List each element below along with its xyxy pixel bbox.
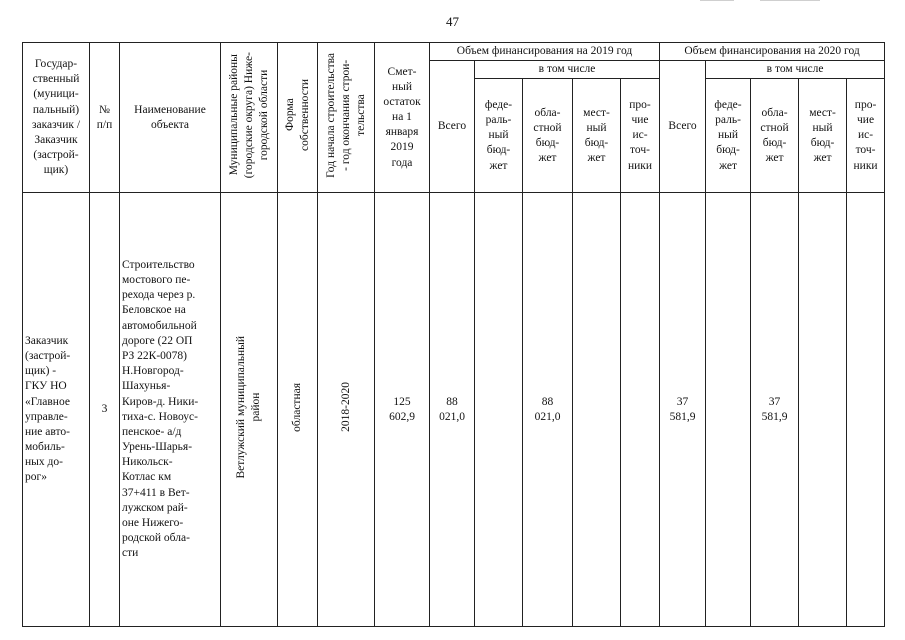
header-ownership-cell (278, 43, 318, 193)
header-other-2020: про- чие ис- точ- ники (847, 79, 885, 193)
row-other-2019 (621, 193, 660, 627)
header-regional-2019: обла- стной бюд- жет (523, 79, 573, 193)
row-object-name: Строительство мостового пе- рехода через р. Беловское на автомобильной дороге (22 ОП РЗ 22К-0078) Н.Новгород- Шахунья- Киров-д. Ники- тиха-с. Новоус- пенское- а/д Урень-Шарья- Никольск- Котлас км 37+411 в Вет- лужском рай- оне Нижего- родской обла- сти (120, 193, 221, 627)
row-district-cell (221, 193, 278, 627)
header-years: Год начала строительства - год окончания строи- тельства (324, 52, 367, 178)
header-districts-cell (221, 43, 278, 193)
header-ownership: Форма собственности (283, 79, 311, 152)
table-row (23, 193, 885, 627)
funding-table (22, 42, 885, 627)
row-regional-2019: 88 021,0 (523, 193, 573, 627)
row-years: 2018-2020 (339, 382, 352, 432)
row-federal-2020 (706, 193, 751, 627)
header-object-name: Наименование объекта (120, 43, 221, 193)
header-total-2019: Всего (430, 61, 475, 193)
header-federal-2020: феде- раль- ный бюд- жет (706, 79, 751, 193)
header-fin-2020: Объем финансирования на 2020 год (660, 43, 885, 61)
page-number: 47 (446, 14, 459, 29)
header-local-2020: мест- ный бюд- жет (799, 79, 847, 193)
row-number: 3 (90, 193, 120, 627)
row-district: Ветлужский муниципальный район (235, 335, 262, 479)
row-years-cell (318, 193, 375, 627)
row-customer: Заказчик (застрой- щик) - ГКУ НО «Главное управле- ние авто- мобиль- ных до- рог» (23, 193, 90, 627)
row-estimate: 125 602,9 (375, 193, 430, 627)
header-districts: Муниципальные районы (городские округа) Ниже- городской области (227, 51, 270, 179)
header-local-2019: мест- ный бюд- жет (573, 79, 621, 193)
scan-edge-mark (760, 0, 820, 1)
header-including-2019: в том числе (475, 61, 660, 79)
header-years-cell (318, 43, 375, 193)
row-other-2020 (847, 193, 885, 627)
row-ownership-cell (278, 193, 318, 627)
row-federal-2019 (475, 193, 523, 627)
row-regional-2020: 37 581,9 (751, 193, 799, 627)
row-total-2019: 88 021,0 (430, 193, 475, 627)
header-including-2020: в том числе (706, 61, 885, 79)
header-regional-2020: обла- стной бюд- жет (751, 79, 799, 193)
row-ownership: областная (291, 382, 304, 432)
header-federal-2019: феде- раль- ный бюд- жет (475, 79, 523, 193)
row-total-2020: 37 581,9 (660, 193, 706, 627)
header-customer: Государ- ственный (муници- пальный) заказчик / Заказчик (застрой- щик) (23, 43, 90, 193)
header-other-2019: про- чие ис- точ- ники (621, 79, 660, 193)
row-local-2020 (799, 193, 847, 627)
scan-edge-mark (700, 0, 734, 1)
row-local-2019 (573, 193, 621, 627)
header-fin-2019: Объем финансирования на 2019 год (430, 43, 660, 61)
header-number: № п/п (90, 43, 120, 193)
header-total-2020: Всего (660, 61, 706, 193)
header-estimate: Смет- ный остаток на 1 января 2019 года (375, 43, 430, 193)
header-row-1 (23, 43, 885, 61)
